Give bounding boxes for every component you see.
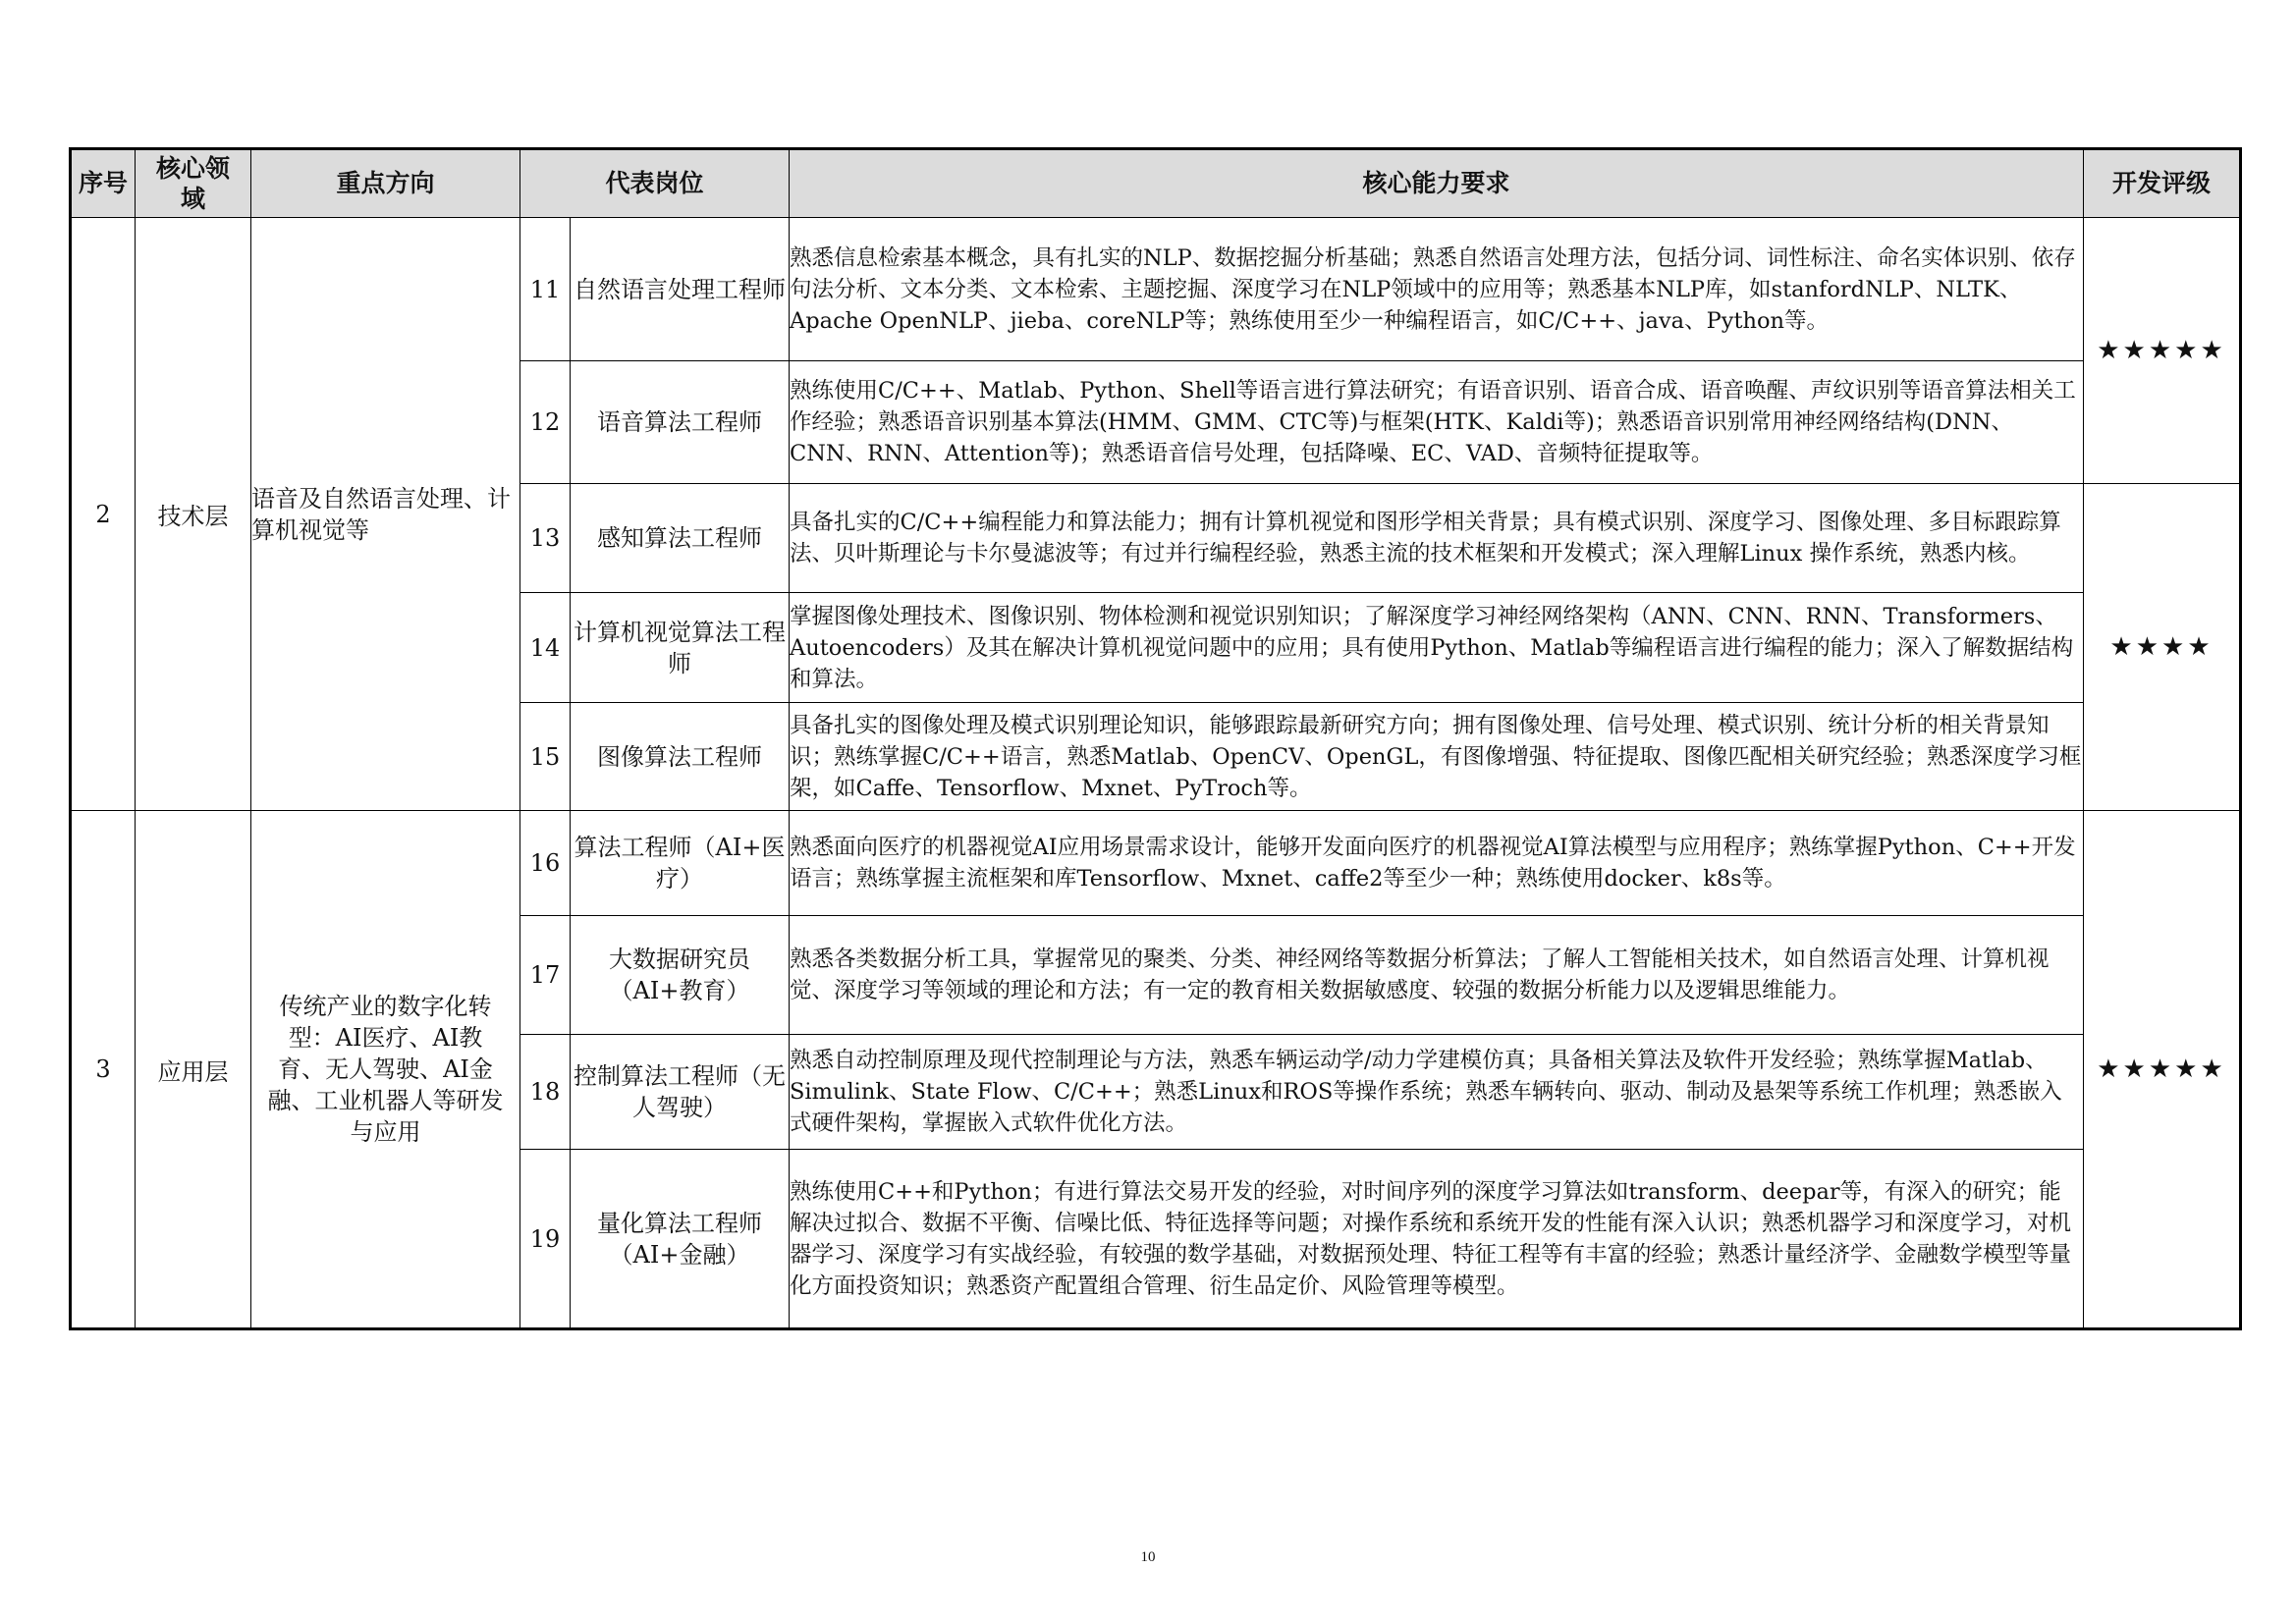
row-number: 14 [520, 593, 571, 703]
row-requirement: 具备扎实的图像处理及模式识别理论知识，能够跟踪最新研究方向；拥有图像处理、信号处理、模式识别、统计分析的相关背景知识；熟练掌握C/C++语言，熟悉Matlab、OpenCV、OpenGL，有图像增强、特征提取、图像匹配相关研究经验；熟悉深度学习框架，如Caffe、Tensorflow、Mxnet、PyTroch等。 [790, 703, 2084, 811]
header-rating: 开发评级 [2084, 149, 2241, 218]
row-number: 13 [520, 484, 571, 593]
row-position: 图像算法工程师 [571, 703, 790, 811]
group-direction: 语音及自然语言处理、计算机视觉等 [251, 218, 520, 811]
header-position: 代表岗位 [520, 149, 790, 218]
row-requirement: 熟悉信息检索基本概念，具有扎实的NLP、数据挖掘分析基础；熟悉自然语言处理方法，包括分词、词性标注、命名实体识别、依存句法分析、文本分类、文本检索、主题挖掘、深度学习在NLP领域中的应用等；熟悉基本NLP库，如stanfordNLP、NLTK、Apache OpenNLP、jieba、coreNLP等；熟练使用至少一种编程语言，如C/C++、java、Python等。 [790, 218, 2084, 361]
row-requirement: 熟练使用C/C++、Matlab、Python、Shell等语言进行算法研究；有语音识别、语音合成、语音唤醒、声纹识别等语音算法相关工作经验；熟悉语音识别基本算法(HMM、GMM、CTC等)与框架(HTK、Kaldi等)；熟悉语音识别常用神经网络结构(DNN、CNN、RNN、Attention等)；熟悉语音信号处理，包括降噪、EC、VAD、音频特征提取等。 [790, 361, 2084, 484]
row-requirement: 熟悉自动控制原理及现代控制理论与方法，熟悉车辆运动学/动力学建模仿真；具备相关算法及软件开发经验；熟练掌握Matlab、Simulink、State Flow、C/C++；熟悉Linux和ROS等操作系统；熟悉车辆转向、驱动、制动及悬架等系统工作机理；熟悉嵌入式硬件架构，掌握嵌入式软件优化方法。 [790, 1035, 2084, 1150]
rating-stars: ★★★★★ [2084, 218, 2241, 484]
rating-stars: ★★★★ [2084, 484, 2241, 811]
row-number: 15 [520, 703, 571, 811]
header-direction: 重点方向 [251, 149, 520, 218]
row-requirement: 熟悉面向医疗的机器视觉AI应用场景需求设计，能够开发面向医疗的机器视觉AI算法模型与应用程序；熟练掌握Python、C++开发语言；熟练掌握主流框架和库Tensorflow、Mxnet、caffe2等至少一种；熟练使用docker、k8s等。 [790, 811, 2084, 916]
competency-table [69, 147, 2242, 1330]
row-requirement: 熟练使用C++和Python；有进行算法交易开发的经验，对时间序列的深度学习算法如transform、deepar等，有深入的研究；能解决过拟合、数据不平衡、信噪比低、特征选择等问题；对操作系统和系统开发的性能有深入认识；熟悉机器学习和深度学习，对机器学习、深度学习有实战经验，有较强的数学基础，对数据预处理、特征工程等有丰富的经验；熟悉计量经济学、金融数学模型等量化方面投资知识；熟悉资产配置组合管理、衍生品定价、风险管理等模型。 [790, 1150, 2084, 1329]
group-direction: 传统产业的数字化转型：AI医疗、AI教育、无人驾驶、AI金融、工业机器人等研发与应用 [251, 811, 520, 1329]
row-position: 量化算法工程师（AI+金融） [571, 1150, 790, 1329]
row-number: 12 [520, 361, 571, 484]
table-row [71, 218, 2241, 361]
row-position: 感知算法工程师 [571, 484, 790, 593]
row-position: 算法工程师（AI+医疗） [571, 811, 790, 916]
row-position: 大数据研究员（AI+教育） [571, 916, 790, 1035]
row-requirement: 具备扎实的C/C++编程能力和算法能力；拥有计算机视觉和图形学相关背景；具有模式识别、深度学习、图像处理、多目标跟踪算法、贝叶斯理论与卡尔曼滤波等；有过并行编程经验，熟悉主流的技术框架和开发模式；深入理解Linux 操作系统，熟悉内核。 [790, 484, 2084, 593]
row-requirement: 掌握图像处理技术、图像识别、物体检测和视觉识别知识；了解深度学习神经网络架构（ANN、CNN、RNN、Transformers、Autoencoders）及其在解决计算机视觉问题中的应用；具有使用Python、Matlab等编程语言进行编程的能力；深入了解数据结构和算法。 [790, 593, 2084, 703]
group-seq: 3 [71, 811, 136, 1329]
header-domain: 核心领域 [136, 149, 251, 218]
table-row [71, 811, 2241, 916]
rating-stars: ★★★★★ [2084, 811, 2241, 1329]
row-position: 计算机视觉算法工程师 [571, 593, 790, 703]
row-number: 18 [520, 1035, 571, 1150]
page-number: 10 [1140, 1549, 1156, 1565]
header-row [71, 149, 2241, 218]
row-number: 16 [520, 811, 571, 916]
row-number: 11 [520, 218, 571, 361]
row-position: 控制算法工程师（无人驾驶） [571, 1035, 790, 1150]
group-domain: 技术层 [136, 218, 251, 811]
row-position: 自然语言处理工程师 [571, 218, 790, 361]
header-seq: 序号 [71, 149, 136, 218]
header-requirement: 核心能力要求 [790, 149, 2084, 218]
row-number: 19 [520, 1150, 571, 1329]
row-position: 语音算法工程师 [571, 361, 790, 484]
row-requirement: 熟悉各类数据分析工具，掌握常见的聚类、分类、神经网络等数据分析算法；了解人工智能相关技术，如自然语言处理、计算机视觉、深度学习等领域的理论和方法；有一定的教育相关数据敏感度、较强的数据分析能力以及逻辑思维能力。 [790, 916, 2084, 1035]
group-domain: 应用层 [136, 811, 251, 1329]
group-seq: 2 [71, 218, 136, 811]
row-number: 17 [520, 916, 571, 1035]
